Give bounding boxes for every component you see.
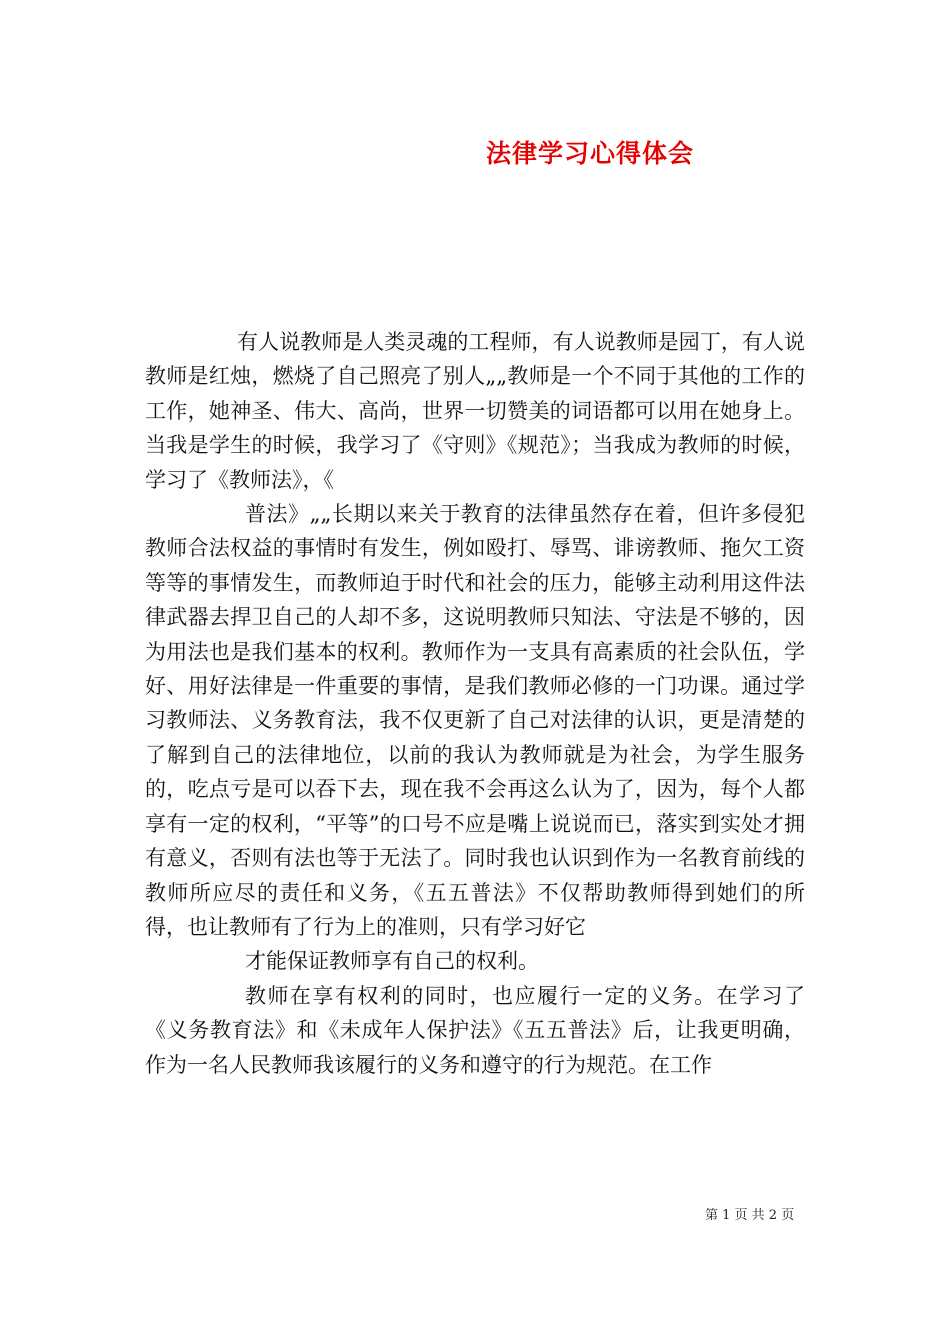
paragraph-3: 才能保证教师享有自己的权利。 [245, 949, 539, 974]
document-title: 法律学习心得体会 [486, 139, 695, 168]
paragraph-1: 有人说教师是人类灵魂的工程师，有人说教师是园丁，有人说教师是红烛，燃烧了自己照亮了别人„„教师是一个不同于其他的工作的工作，她神圣、伟大、高尚，世界一切赞美的词语都可以用在她身上。当我是学生的时候，我学习了《守则》《规范》；当我成为教师的时候，学习了《教师法》，《 [145, 330, 805, 492]
paragraph-4: 教师在享有权利的同时，也应履行一定的义务。在学习了《义务教育法》和《未成年人保护法》《五五普法》后，让我更明确，作为一名人民教师我该履行的义务和遵守的行为规范。在工作 [145, 983, 805, 1077]
document-body [145, 325, 805, 1082]
page-number: 第 1 页 共 2 页 [705, 1208, 795, 1223]
paragraph-2: 普法》„„长期以来关于教育的法律虽然存在着，但许多侵犯教师合法权益的事情时有发生，例如殴打、辱骂、诽谤教师、拖欠工资等等的事情发生，而教师迫于时代和社会的压力，能够主动利用这件法律武器去捍卫自己的人却不多，这说明教师只知法、守法是不够的，因为用法也是我们基本的权利。教师作为一支具有高素质的社会队伍，学好、用好法律是一件重要的事情，是我们教师必修的一门功课。通过学习教师法、义务教育法，我不仅更新了自己对法律的认识，更是清楚的了解到自己的法律地位，以前的我认为教师就是为社会，为学生服务的，吃点亏是可以吞下去，现在我不会再这么认为了，因为，每个人都享有一定的权利，“平等”的口号不应是嘴上说说而已，落实到实处才拥有意义，否则有法也等于无法了。同时我也认识到作为一名教育前线的教师所应尽的责任和义务，《五五普法》不仅帮助教师得到她们的所得，也让教师有了行为上的准则，只有学习好它 [145, 502, 805, 939]
